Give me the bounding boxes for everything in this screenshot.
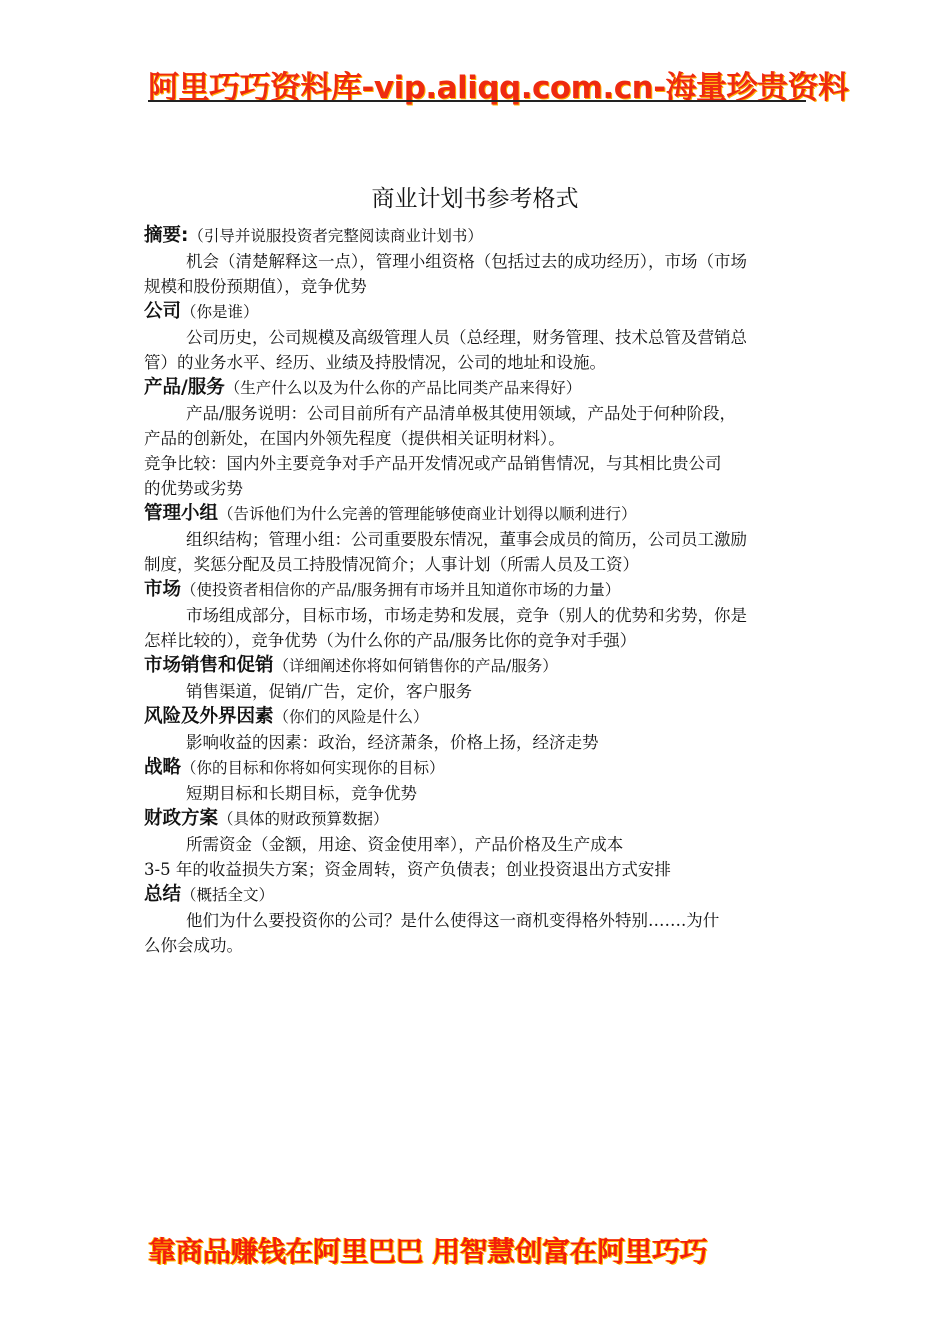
section-heading: 财政方案: [144, 808, 219, 829]
section-product-heading: [144, 375, 812, 401]
body-line: 公司历史，公司规模及高级管理人员（总经理，财务管理、技术总管及营销总: [186, 328, 747, 347]
body-line: 机会（清楚解释这一点），管理小组资格（包括过去的成功经历），市场（市场: [186, 252, 747, 271]
body-line: 销售渠道，促销/广告，定价，客户服务: [186, 682, 473, 701]
heading-colon: :: [181, 225, 189, 246]
section-description: （具体的财政预算数据）: [218, 810, 389, 828]
body-line: 规模和股份预期值），竞争优势: [144, 277, 367, 296]
section-management-heading: [144, 501, 812, 527]
section-description: （概括全文）: [181, 886, 275, 904]
section-heading: 公司: [144, 301, 182, 322]
section-heading: 管理小组: [144, 503, 219, 524]
section-heading: 风险及外界因素: [144, 706, 274, 727]
section-sales-heading: [144, 653, 812, 679]
body-line: 组织结构；管理小组：公司重要股东情况，董事会成员的简历，公司员工激励: [186, 530, 747, 549]
section-summary-heading: [144, 223, 812, 249]
section-description: （你是谁）: [181, 303, 259, 321]
section-strategy-heading: [144, 755, 812, 781]
section-description: （使投资者相信你的产品/服务拥有市场并且知道你市场的力量）: [181, 581, 621, 599]
section-heading: 市场销售和促销: [144, 655, 274, 676]
section-heading: 产品/服务: [144, 377, 225, 398]
section-market-heading: [144, 577, 812, 603]
body-line: 市场组成部分，目标市场，市场走势和发展，竞争（别人的优势和劣势，你是: [186, 606, 747, 625]
section-company-heading: [144, 299, 812, 325]
section-heading: 战略: [144, 757, 182, 778]
header-divider: [148, 100, 806, 102]
body-line: 产品/服务说明：公司目前所有产品清单极其使用领域，产品处于何种阶段，: [186, 404, 737, 423]
body-line: 的优势或劣势: [144, 479, 243, 498]
body-line: 产品的创新处，在国内外领先程度（提供相关证明材料）。: [144, 429, 565, 448]
body-line: 竞争比较：国内外主要竞争对手产品开发情况或产品销售情况，与其相比贵公司: [144, 454, 722, 473]
section-heading: 总结: [144, 884, 182, 905]
section-description: （告诉他们为什么完善的管理能够使商业计划得以顺利进行）: [218, 505, 637, 523]
header-banner: 阿里巧巧资料库-vip.aliqq.com.cn-海量珍贵资料: [148, 70, 849, 106]
body-line: 么你会成功。: [144, 936, 243, 955]
section-description: （引导并说服投资者完整阅读商业计划书）: [188, 227, 483, 245]
body-line: 怎样比较的），竞争优势（为什么你的产品/服务比你的竞争对手强）: [144, 631, 637, 650]
section-heading: 市场: [144, 579, 182, 600]
section-description: （你们的风险是什么）: [273, 708, 429, 726]
section-description: （生产什么以及为什么你的产品比同类产品来得好）: [224, 379, 582, 397]
footer-banner: 靠商品赚钱在阿里巴巴 用智慧创富在阿里巧巧: [148, 1235, 708, 1268]
body-line: 制度，奖惩分配及员工持股情况简介；人事计划（所需人员及工资）: [144, 555, 639, 574]
section-risk-heading: [144, 704, 812, 730]
body-line: 所需资金（金额，用途、资金使用率），产品价格及生产成本: [186, 835, 624, 854]
section-description: （详细阐述你将如何销售你的产品/服务）: [273, 657, 558, 675]
body-line: 管）的业务水平、经历、业绩及持股情况，公司的地址和设施。: [144, 353, 606, 372]
document-body: [144, 223, 812, 958]
section-finance-heading: [144, 806, 812, 832]
section-description: （你的目标和你将如何实现你的目标）: [181, 759, 445, 777]
body-line: 3-5 年的收益损失方案；资金周转，资产负债表；创业投资退出方式安排: [144, 860, 671, 879]
body-line: 他们为什么要投资你的公司？是什么使得这一商机变得格外特别…….为什: [186, 911, 720, 930]
body-line: 影响收益的因素：政治，经济萧条，价格上扬，经济走势: [186, 733, 599, 752]
body-line: 短期目标和长期目标，竞争优势: [186, 784, 417, 803]
section-heading: 摘要: [144, 225, 182, 246]
section-conclusion-heading: [144, 882, 812, 908]
document-title: 商业计划书参考格式: [371, 186, 579, 212]
